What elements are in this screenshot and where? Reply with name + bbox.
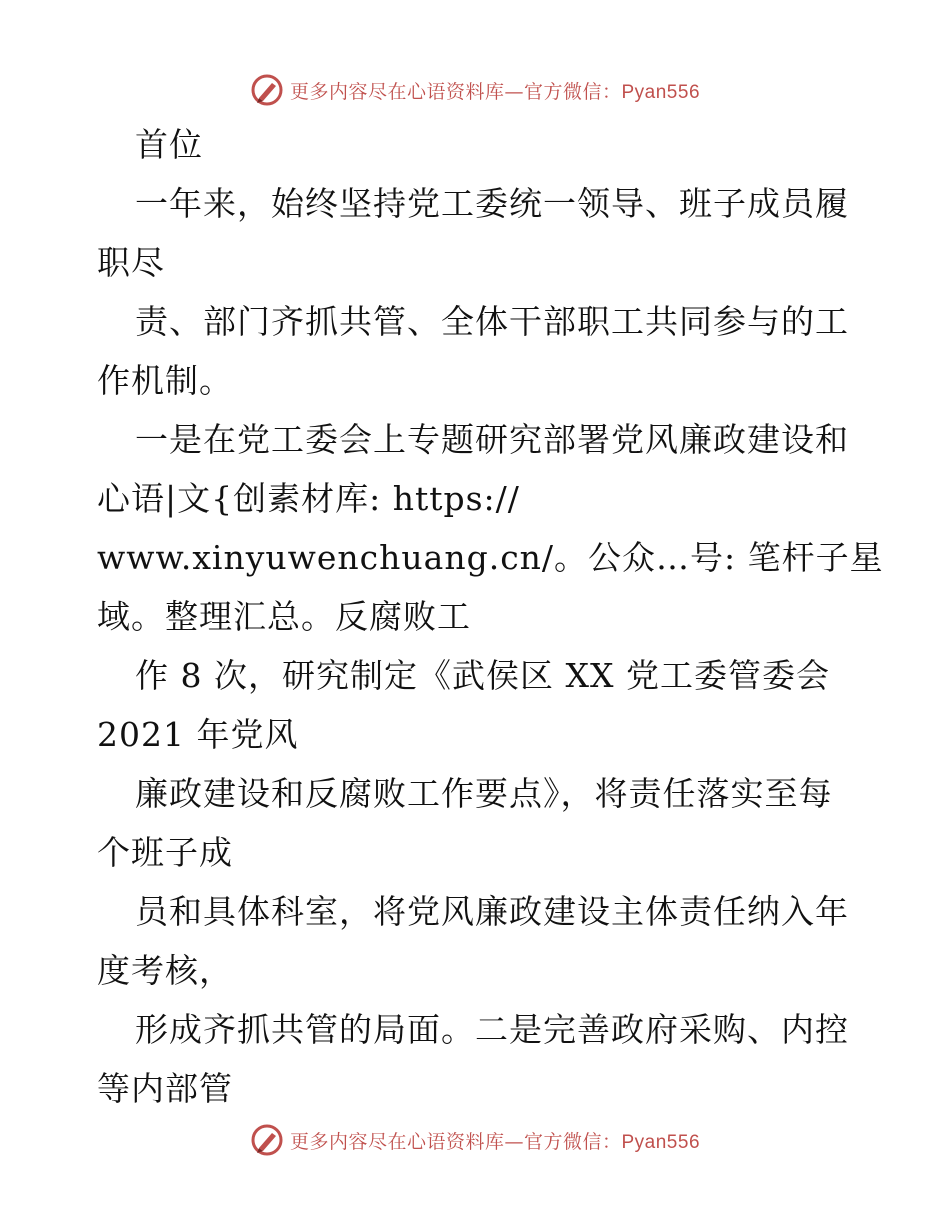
body-line: 2021 年党风 xyxy=(97,715,299,754)
body-line: 一是在党工委会上专题研究部署党风廉政建设和 xyxy=(135,420,849,459)
pen-seal-logo-icon xyxy=(250,73,284,107)
body-line: 职尽 xyxy=(97,243,165,282)
body-line: 形成齐抓共管的局面。二是完善政府采购、内控 xyxy=(135,1010,849,1049)
body-line: 作 8 次，研究制定《武侯区 XX 党工委管委会 xyxy=(135,656,830,695)
body-line: 等内部管 xyxy=(97,1069,233,1108)
footer-banner-text xyxy=(290,1127,700,1154)
body-line: 心语|文{创素材库: https:// xyxy=(97,479,520,518)
header-banner-text xyxy=(290,77,700,104)
body-line: www.xinyuwenchuang.cn/。公众…号: 笔杆子星 xyxy=(97,538,884,577)
body-line: 员和具体科室，将党风廉政建设主体责任纳入年 xyxy=(135,892,849,931)
header-banner-label: 更多内容尽在心语资料库—官方微信： xyxy=(289,80,622,103)
document-body xyxy=(97,115,884,1118)
body-line: 首位 xyxy=(135,125,203,164)
body-line: 一年来，始终坚持党工委统一领导、班子成员履 xyxy=(135,184,849,223)
header-wechat-id: Pyan556 xyxy=(621,81,701,103)
body-line: 廉政建设和反腐败工作要点》，将责任落实至每 xyxy=(135,774,833,813)
body-line: 域。整理汇总。反腐败工 xyxy=(97,597,471,636)
footer-wechat-id: Pyan556 xyxy=(621,1131,701,1153)
footer-banner-label: 更多内容尽在心语资料库—官方微信： xyxy=(289,1130,622,1153)
body-line: 作机制。 xyxy=(97,361,233,400)
body-line: 责、部门齐抓共管、全体干部职工共同参与的工 xyxy=(135,302,849,341)
body-line: 个班子成 xyxy=(97,833,233,872)
body-line: 度考核， xyxy=(97,951,233,990)
footer-banner xyxy=(0,1120,950,1160)
pen-seal-logo-icon xyxy=(250,1123,284,1157)
header-banner xyxy=(0,70,950,110)
